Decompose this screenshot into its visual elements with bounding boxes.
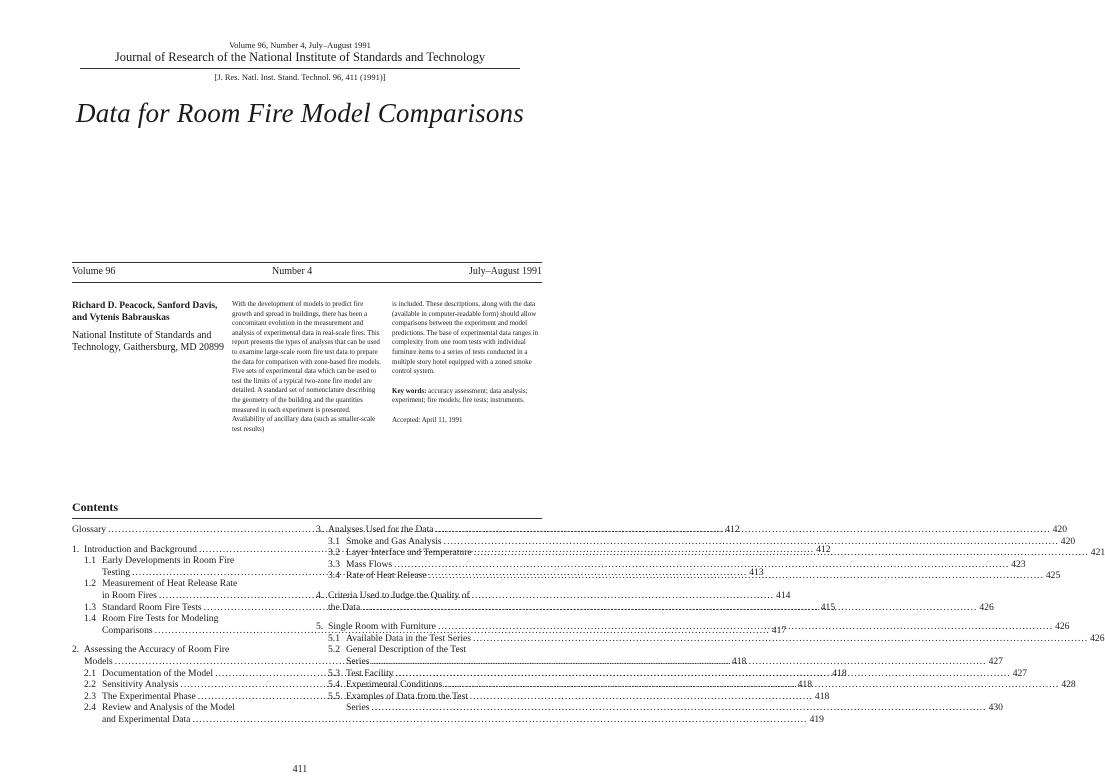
toc-entry-title: Early Developments in Room Fire bbox=[102, 555, 235, 567]
toc-entry-page: 430 bbox=[988, 702, 1003, 714]
toc-entry-page: 426 bbox=[1090, 632, 1105, 644]
toc-entry[interactable] bbox=[72, 578, 290, 590]
toc-leader-dots bbox=[473, 633, 1088, 645]
toc-entry-number: 3. bbox=[316, 524, 324, 535]
issue-volume: Volume 96 bbox=[72, 266, 116, 277]
toc-entry-page: 428 bbox=[1061, 679, 1076, 691]
toc-entry-title: Measurement of Heat Release Rate bbox=[102, 578, 238, 590]
toc-entry-number: 5.1 bbox=[328, 632, 340, 644]
toc-spacer bbox=[316, 613, 542, 621]
toc-leader-dots bbox=[192, 714, 807, 726]
issue-rule-top bbox=[72, 262, 542, 263]
toc-leader-dots bbox=[438, 621, 1053, 633]
abstract-column-2 bbox=[392, 300, 542, 426]
toc-entry-title: Test Facility bbox=[346, 667, 394, 679]
toc-entry-page: 421 bbox=[1090, 547, 1105, 559]
toc-entry-title: Standard Room Fire Tests bbox=[102, 601, 202, 613]
toc-entry[interactable] bbox=[316, 558, 1026, 571]
toc-entry-title: Series bbox=[346, 655, 370, 667]
volume-line: Volume 96, Number 4, July–August 1991 bbox=[229, 40, 371, 50]
toc-entry-title: Introduction and Background bbox=[84, 543, 197, 555]
toc-entry-number: 2. bbox=[72, 644, 80, 656]
toc-entry-title: Examples of Data from the Test bbox=[346, 690, 468, 702]
toc-entry-number: 1.3 bbox=[84, 601, 96, 613]
abstract-column-1: With the development of models to predict fire growth and spread in buildings, there has been a concomitant evolution in the measurement and analysis of experimental data in real-scale fires. This report presents the types of analyses that can be used to examine large-scale room fire test data to prepare the data for comparison with zone-based fire models. Five sets of experimental data which can be used to test the limits of a typical two-zone fire model are detailed. A standard set of nomenclature describing the geometry of the building and the quantities measured in each experiment is presented. Availability of ancillary data (such as smaller-scale test results) bbox=[232, 300, 381, 433]
page-number: 411 bbox=[292, 764, 308, 775]
issue-date: July–August 1991 bbox=[468, 266, 542, 277]
toc-entry-page: 423 bbox=[1011, 558, 1026, 570]
toc-entry[interactable] bbox=[316, 691, 542, 703]
toc-entry-number: 3.4 bbox=[328, 570, 340, 582]
toc-entry-title: General Description of the Test bbox=[346, 644, 467, 656]
toc-entry-title: Series bbox=[346, 702, 370, 714]
toc-spacer bbox=[72, 636, 290, 644]
author-affiliation: National Institute of Standards and Technology, Gaithersburg, MD 20899 bbox=[72, 330, 225, 353]
toc-entry-number: 1.2 bbox=[84, 578, 96, 590]
toc-leader-dots bbox=[474, 547, 1089, 559]
toc-entry-page: 418 bbox=[797, 679, 813, 691]
toc-entry-page: 427 bbox=[988, 655, 1003, 667]
toc-entry[interactable] bbox=[72, 613, 290, 625]
toc-entry-number: 1. bbox=[72, 543, 80, 555]
toc-entry-page: 412 bbox=[816, 543, 831, 555]
toc-entry-number: 3.2 bbox=[328, 547, 340, 559]
issue-rule-bottom bbox=[72, 282, 542, 283]
toc-entry-number: 5.5 bbox=[328, 690, 340, 702]
toc-entry-title: Rate of Heat Release bbox=[346, 570, 427, 582]
toc-entry-title: Mass Flows bbox=[346, 558, 393, 570]
toc-leader-dots bbox=[429, 570, 1044, 582]
contents-rule bbox=[72, 518, 542, 519]
toc-entry-title: Documentation of the Model bbox=[102, 667, 214, 679]
abstract-text: is included. These descriptions, along with the data (available in computer-readable form) should allow comparisons between the experiment and model predictions. The base of experimental data ranges in complexity from one room tests with individual furniture items to a series of tests conducted in a multiple story hotel equipped with a zoned smoke control system. bbox=[392, 300, 539, 376]
toc-entry-title: Glossary bbox=[72, 524, 107, 535]
toc-entry-page: 414 bbox=[776, 589, 791, 601]
toc-entry[interactable] bbox=[316, 702, 1003, 714]
toc-entry-page: 425 bbox=[1045, 570, 1061, 582]
toc-entry[interactable] bbox=[316, 632, 1105, 645]
toc-entry[interactable] bbox=[72, 713, 824, 726]
toc-entry-number: 1.4 bbox=[84, 613, 96, 625]
toc-entry-title: Experimental Conditions bbox=[346, 679, 443, 691]
toc-entry-page: 412 bbox=[725, 524, 740, 535]
toc-entry-number: 4. bbox=[316, 589, 324, 601]
keywords bbox=[392, 387, 542, 406]
toc-entry-number: 5.4 bbox=[328, 679, 340, 691]
toc-leader-dots bbox=[436, 524, 1051, 536]
toc-entry-number: 5.2 bbox=[328, 644, 340, 656]
toc-entry-page: 426 bbox=[1055, 621, 1070, 633]
toc-entry-number: 3.1 bbox=[328, 535, 340, 547]
toc-entry-page: 418 bbox=[832, 667, 847, 679]
toc-entry-title: Smoke and Gas Analysis bbox=[346, 535, 442, 547]
author-names: Richard D. Peacock, Sanford Davis, and Vytenis Babrauskas bbox=[72, 301, 218, 323]
keywords-text: accuracy assessment; data analysis; experiment; fire models; fire tests; instruments. bbox=[392, 386, 528, 405]
keywords-label: Key words: bbox=[392, 386, 427, 395]
citation: [J. Res. Natl. Inst. Stand. Technol. 96, 411 (1991)] bbox=[214, 72, 386, 82]
toc-entry-number: 1.1 bbox=[84, 555, 96, 567]
toc-entry-page: 427 bbox=[1012, 667, 1028, 679]
toc-entry-page: 418 bbox=[731, 655, 747, 667]
paper-title: Data for Room Fire Model Comparisons bbox=[76, 98, 524, 128]
issue-number: Number 4 bbox=[272, 266, 313, 277]
toc-entry-number: 2.4 bbox=[84, 702, 96, 714]
toc-entry-title: Comparisons bbox=[102, 624, 153, 636]
toc-entry-title: the Data bbox=[328, 601, 361, 613]
toc-entry-page: 420 bbox=[1060, 535, 1076, 547]
toc-entry-page: 419 bbox=[809, 713, 824, 725]
toc-entry[interactable] bbox=[72, 555, 290, 567]
toc-entry-page: 417 bbox=[771, 624, 787, 636]
journal-name: Journal of Research of the National Institute of Standards and Technology bbox=[114, 50, 486, 64]
accepted-date: Accepted: April 11, 1991 bbox=[392, 415, 463, 424]
toc-entry-title: and Experimental Data bbox=[102, 713, 191, 725]
toc-entry-page: 426 bbox=[979, 601, 994, 613]
toc-entry-number: 5. bbox=[316, 621, 324, 633]
toc-entry-page: 415 bbox=[820, 601, 836, 613]
toc-entry[interactable] bbox=[72, 702, 290, 714]
toc-leader-dots bbox=[444, 679, 1059, 691]
toc-leader-dots bbox=[396, 668, 1011, 680]
toc-entry-title: Room Fire Tests for Modeling bbox=[102, 613, 219, 625]
toc-entry-title: Layer Interface and Temperature bbox=[346, 547, 472, 559]
toc-entry[interactable] bbox=[316, 590, 542, 602]
toc-entry-title: Sensitivity Analysis bbox=[102, 679, 179, 691]
toc-spacer bbox=[72, 536, 290, 544]
toc-entry-title: Testing bbox=[102, 566, 131, 578]
toc-leader-dots bbox=[362, 602, 977, 614]
toc-entry-title: Analyses Used for the Data bbox=[328, 524, 434, 535]
toc-entry-title: Assessing the Accuracy of Room Fire bbox=[84, 644, 230, 656]
toc-entry-number: 2.2 bbox=[84, 679, 96, 691]
toc-entry-number: 3.3 bbox=[328, 558, 340, 570]
toc-entry-title: Review and Analysis of the Model bbox=[102, 702, 235, 714]
toc-entry-title: Criteria Used to Judge the Quality of bbox=[328, 589, 470, 601]
header-rule bbox=[80, 68, 520, 69]
toc-entry-page: 413 bbox=[749, 566, 764, 578]
toc-entry-title: Available Data in the Test Series bbox=[346, 632, 471, 644]
toc-leader-dots bbox=[394, 559, 1009, 571]
toc-entry-title: The Experimental Phase bbox=[102, 690, 196, 702]
toc-entry-number: 5.3 bbox=[328, 667, 340, 679]
toc-entry-title: in Room Fires bbox=[102, 589, 157, 601]
toc-entry-title: Single Room with Furniture bbox=[328, 621, 436, 633]
toc-spacer bbox=[316, 582, 542, 590]
toc-entry-page: 418 bbox=[814, 690, 830, 702]
toc-entry-number: 2.1 bbox=[84, 667, 96, 679]
contents-heading: Contents bbox=[72, 500, 119, 514]
toc-entry[interactable] bbox=[316, 644, 542, 656]
toc-entry-number: 2.3 bbox=[84, 690, 96, 702]
toc-entry-page: 420 bbox=[1052, 524, 1068, 535]
toc-leader-dots bbox=[371, 656, 986, 668]
toc-entry[interactable] bbox=[316, 535, 1076, 548]
toc-entry-title: Models bbox=[84, 655, 113, 667]
toc-leader-dots bbox=[444, 536, 1059, 548]
toc-entry[interactable] bbox=[72, 644, 290, 656]
toc-leader-dots bbox=[371, 702, 986, 714]
